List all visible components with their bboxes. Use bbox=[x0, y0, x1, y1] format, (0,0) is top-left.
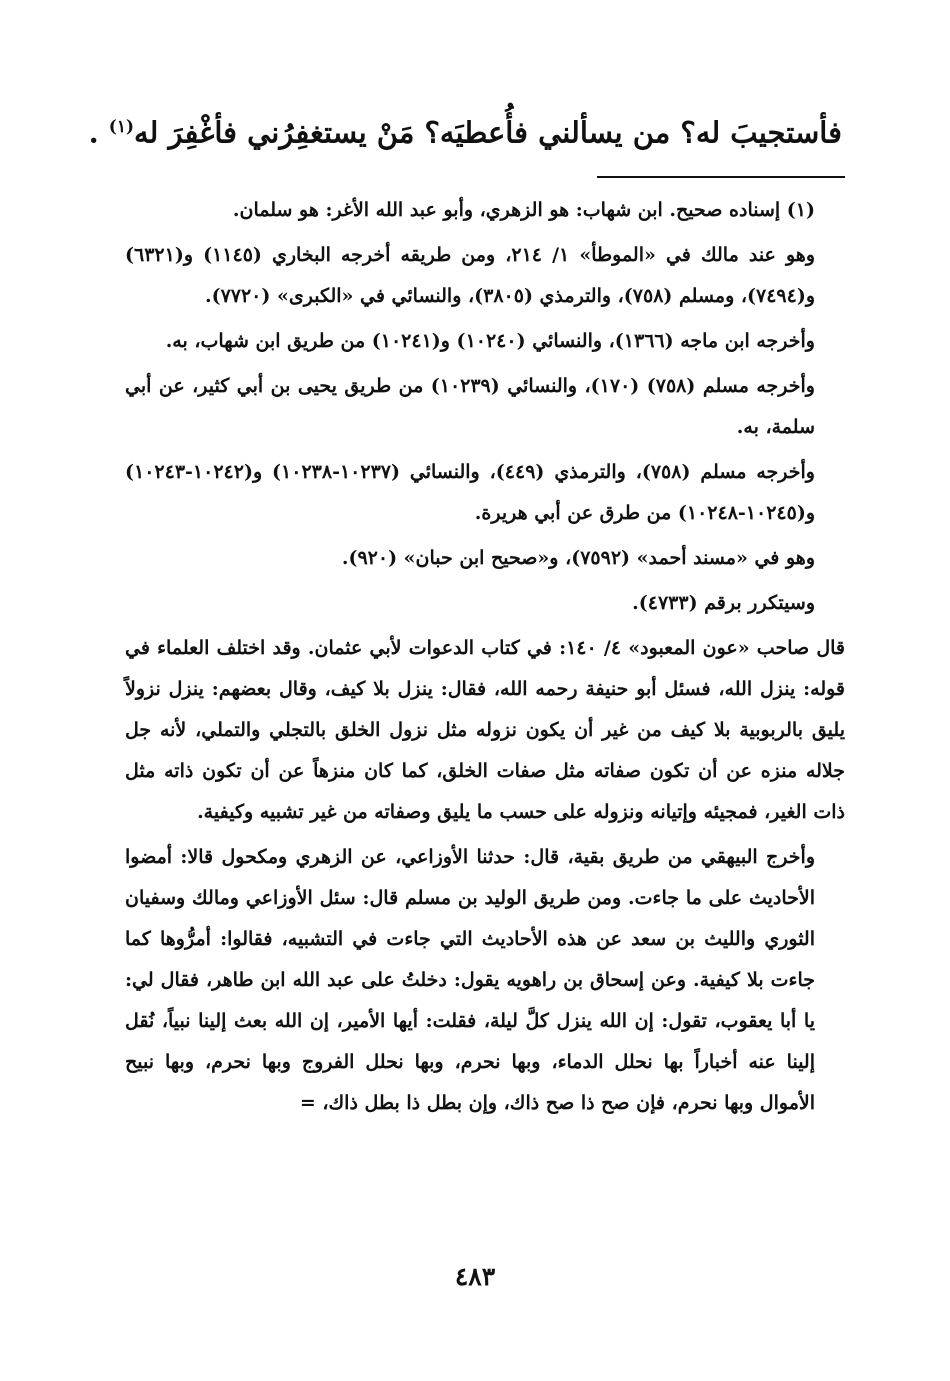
main-text: فأستجيبَ له؟ من يسألني فأُعطيَه؟ مَنْ يستغفِرُني فأغْفِرَ له bbox=[134, 115, 842, 150]
footnote-paragraph: وهو عند مالك في «الموطأ» ١/ ٢١٤، ومن طريقه أخرجه البخاري (١١٤٥) و(٦٣٢١) و(٧٤٩٤)، ومسلم (٧٥٨)، والترمذي (٣٨٠٥)، والنسائي في «الكبرى» (٧٧٢٠). bbox=[125, 244, 815, 307]
footnote-paragraph: (١) إسناده صحيح. ابن شهاب: هو الزهري، وأبو عبد الله الأغر: هو سلمان. bbox=[232, 199, 815, 221]
footnote-paragraph: وسيتكرر برقم (٤٧٣٣). bbox=[632, 592, 815, 614]
footnote-reference: (١) bbox=[108, 117, 134, 137]
footnote-paragraph: وأخرجه ابن ماجه (١٣٦٦)، والنسائي (١٠٢٤٠) و(١٠٢٤١) من طريق ابن شهاب، به. bbox=[165, 330, 815, 352]
footnote-paragraph: وأخرجه مسلم (٧٥٨)، والترمذي (٤٤٩)، والنسائي (١٠٢٣٧-١٠٢٣٨) و(١٠٢٤٢-١٠٢٤٣) و(١٠٢٤٥-١٠٢٤٨) من طرق عن أبي هريرة. bbox=[125, 461, 815, 524]
footnote-paragraph: وهو في «مسند أحمد» (٧٥٩٢)، و«صحيح ابن حبان» (٩٢٠). bbox=[341, 547, 815, 569]
main-text-end: . bbox=[88, 115, 109, 150]
footnote-paragraph: قال صاحب «عون المعبود» ٤/ ١٤٠: في كتاب الدعوات لأبي عثمان. وقد اختلف العلماء في قوله: ينزل الله، فسئل أبو حنيفة رحمه الله، فقال: ينزل بلا كيف، وقال بعضهم: ينزل نزولاً يليق بالربوبية بلا كيف من غير أن يكون نزوله مثل نزول الخلق بالتجلي والتملي، لأنه جل جلاله منزه عن أن تكون صفاته مثل صفات الخلق، كما كان منزهاً عن أن تكون ذاته مثل ذات الغير، فمجيئه وإتيانه ونزوله على حسب ما يليق وصفاته من غير تشبيه وكيفية. bbox=[125, 637, 846, 823]
page-number: ٤٨٣ bbox=[454, 1262, 496, 1291]
footnote-paragraph: وأخرج البيهقي من طريق بقية، قال: حدثنا الأوزاعي، عن الزهري ومكحول قالا: أمضوا الأحاديث على ما جاءت. ومن طريق الوليد بن مسلم قال: سئل الأوزاعي ومالك وسفيان الثوري والليث بن سعد عن هذه الأحاديث التي جاءت في التشبيه، فقالوا: أمرُّوها كما جاءت بلا كيفية. وعن إسحاق بن راهويه يقول: دخلتُ على عبد الله ابن طاهر، فقال لي: يا أبا يعقوب، تقول: إن الله ينزل كلَّ ليلة، فقلت: أيها الأمير، إن الله بعث إلينا نبياً، نُقل إلينا عنه أخباراً بها نحلل الدماء، وبها نحرم، وبها نحلل الفروج وبها نحرم، وبها نبيح الأموال وبها نحرم، فإن صح ذا صح ذاك، وإن بطل ذا بطل ذاك، = bbox=[125, 846, 815, 1114]
footnote-paragraph: وأخرجه مسلم (٧٥٨) (١٧٠)، والنسائي (١٠٢٣٩) من طريق يحيى بن أبي كثير، عن أبي سلمة، به. bbox=[125, 375, 815, 438]
footnote-separator bbox=[597, 176, 845, 178]
footnotes-section bbox=[125, 190, 845, 1128]
main-hadith-text bbox=[88, 102, 842, 158]
